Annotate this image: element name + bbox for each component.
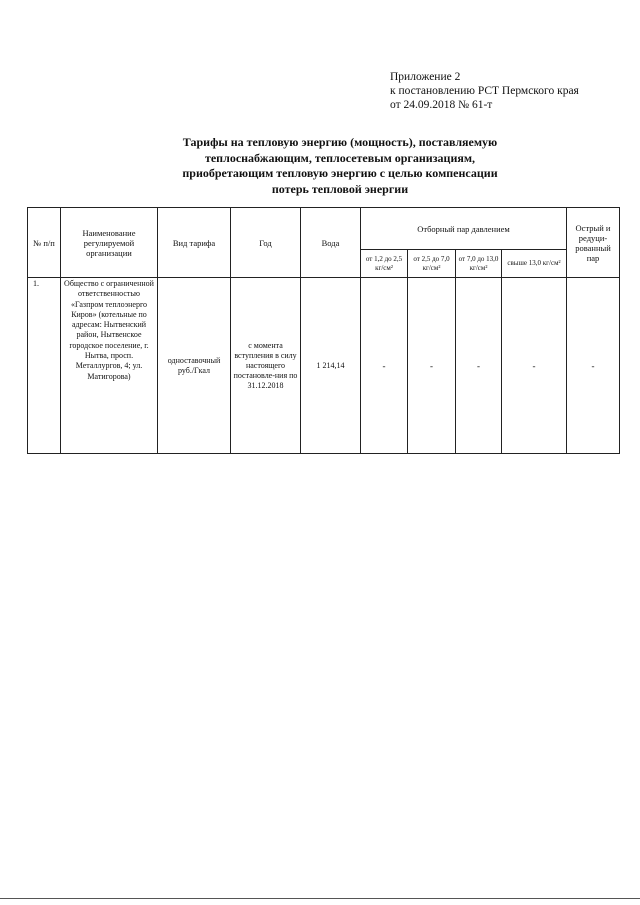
title-line-3: приобретающим тепловую энергию с целью компенсации: [182, 166, 498, 180]
table-row: [28, 278, 620, 454]
appendix-line-2: к постановлению РСТ Пермского края: [390, 85, 579, 97]
title-line-1: Тарифы на тепловую энергию (мощность), поставляемую: [182, 135, 498, 149]
header-year: Год: [231, 208, 301, 278]
header-steam: Отборный пар давлением: [361, 208, 567, 250]
title-line-2: теплоснабжающим, теплосетевым организациям,: [204, 150, 476, 165]
appendix-header: [390, 70, 579, 112]
subheader-p4: свыше 13,0 кг/см²: [502, 250, 567, 278]
appendix-line-1: Приложение 2: [390, 71, 461, 83]
appendix-line-3: от 24.09.2018 № 61-т: [390, 99, 493, 111]
header-org: Наименование регулируемой организации: [61, 208, 158, 278]
cell-p4: -: [502, 278, 567, 454]
cell-p1: -: [361, 278, 408, 454]
cell-org: Общество с ограниченной ответственностью «Газпром теплоэнерго Киров» (котельные по адресам: Нытвенский район, Нытвенское городское поселение, г. Нытва, просп. Металлургов, 4; ул. Матигорова): [61, 278, 158, 454]
cell-water: 1 214,14: [301, 278, 361, 454]
subheader-p1: от 1,2 до 2,5 кг/см²: [361, 250, 408, 278]
subheader-p2: от 2,5 до 7,0 кг/см²: [408, 250, 456, 278]
cell-tariff-type: одноставочный руб./Гкал: [158, 278, 231, 454]
cell-num: 1.: [28, 278, 61, 454]
title-line-4: потерь тепловой энергии: [271, 181, 409, 196]
header-water: Вода: [301, 208, 361, 278]
subheader-p3: от 7,0 до 13,0 кг/см²: [456, 250, 502, 278]
cell-p3: -: [456, 278, 502, 454]
page-bottom-edge: [0, 898, 640, 899]
cell-sharp: -: [567, 278, 620, 454]
header-sharp-steam: Острый и редуци-рованный пар: [567, 208, 620, 278]
header-tariff-type: Вид тарифа: [158, 208, 231, 278]
header-num: № п/п: [28, 208, 61, 278]
document-title: [140, 135, 540, 197]
cell-p2: -: [408, 278, 456, 454]
cell-year: с момента вступления в силу настоящего постановле-ния по 31.12.2018: [231, 278, 301, 454]
tariff-table: [27, 207, 620, 454]
